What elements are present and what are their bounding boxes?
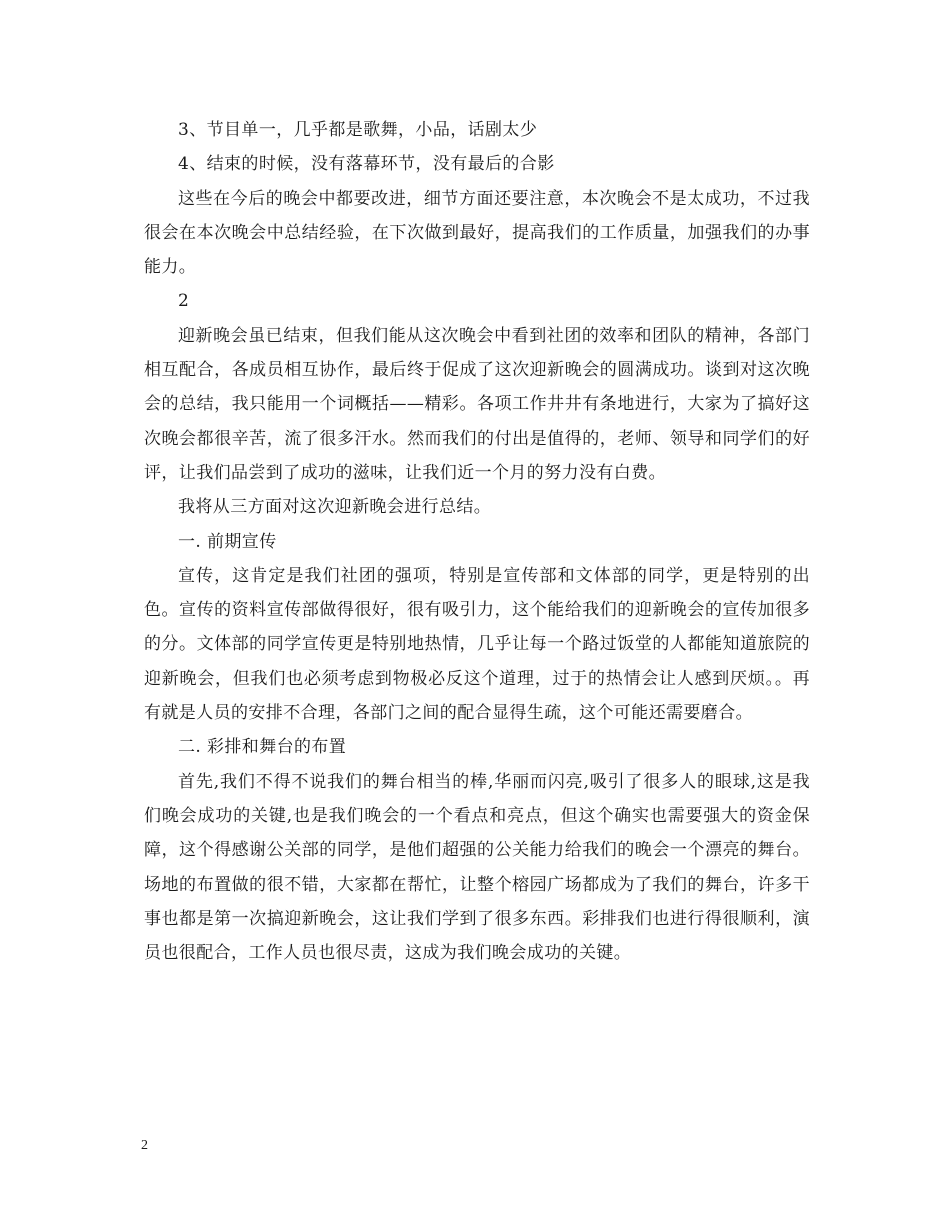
paragraph-item-3: 3、节目单一，几乎都是歌舞，小品，话剧太少 <box>178 120 538 140</box>
paragraph-improvement-summary: 这些在今后的晚会中都要改进，细节方面还要注意，本次晚会不是太成功，不过我很会在本次晚会中总结经验，在下次做到最好，提高我们的工作质量，加强我们的办事能力。 <box>144 188 810 278</box>
heading-rehearsal-stage: 二. 彩排和舞台的布置 <box>178 737 347 758</box>
paragraph-intro-summary: 迎新晚会虽已结束，但我们能从这次晚会中看到社团的效率和团队的精神，各部门相互配合，各成员相互协作，最后终于促成了这次迎新晚会的圆满成功。谈到对这次晚会的总结，我只能用一个词概括——精彩。各项工作井井有条地进行，大家为了搞好这次晚会都很辛苦，流了很多汗水。然而我们的付出是值得的，老师、领导和同学们的好评，让我们品尝到了成功的滋味，让我们近一个月的努力没有白费。 <box>144 325 810 483</box>
paragraph-rehearsal-stage: 首先,我们不得不说我们的舞台相当的棒,华丽而闪亮,吸引了很多人的眼球,这是我们晚会成功的关键,也是我们晚会的一个看点和亮点，但这个确实也需要强大的资金保障，这个得感谢公关部的同学，是他们超强的公关能力给我们的晚会一个漂亮的舞台。场地的布置做的很不错，大家都在帮忙，让整个榕园广场都成为了我们的舞台，许多干事也都是第一次搞迎新晚会，这让我们学到了很多东西。彩排我们也进行得很顺利，演员也很配合，工作人员也很尽责，这成为我们晚会成功的关键。 <box>144 771 810 964</box>
document-body <box>144 113 810 970</box>
section-number: 2 <box>178 291 190 312</box>
paragraph-three-aspects: 我将从三方面对这次迎新晚会进行总结。 <box>178 497 492 518</box>
page-number: 2 <box>141 1138 148 1153</box>
paragraph-item-4: 4、结束的时候，没有落幕环节，没有最后的合影 <box>178 154 555 175</box>
paragraph-publicity: 宣传，这肯定是我们社团的强项，特别是宣传部和文体部的同学，更是特别的出色。宣传的资料宣传部做得很好，很有吸引力，这个能给我们的迎新晚会的宣传加很多的分。文体部的同学宣传更是特别地热情，几乎让每一个路过饭堂的人都能知道旅院的迎新晚会，但我们也必须考虑到物极必反这个道理，过于的热情会让人感到厌烦。。再有就是人员的安排不合理，各部门之间的配合显得生疏，这个可能还需要磨合。 <box>144 565 810 724</box>
heading-publicity: 一. 前期宣传 <box>178 531 277 552</box>
